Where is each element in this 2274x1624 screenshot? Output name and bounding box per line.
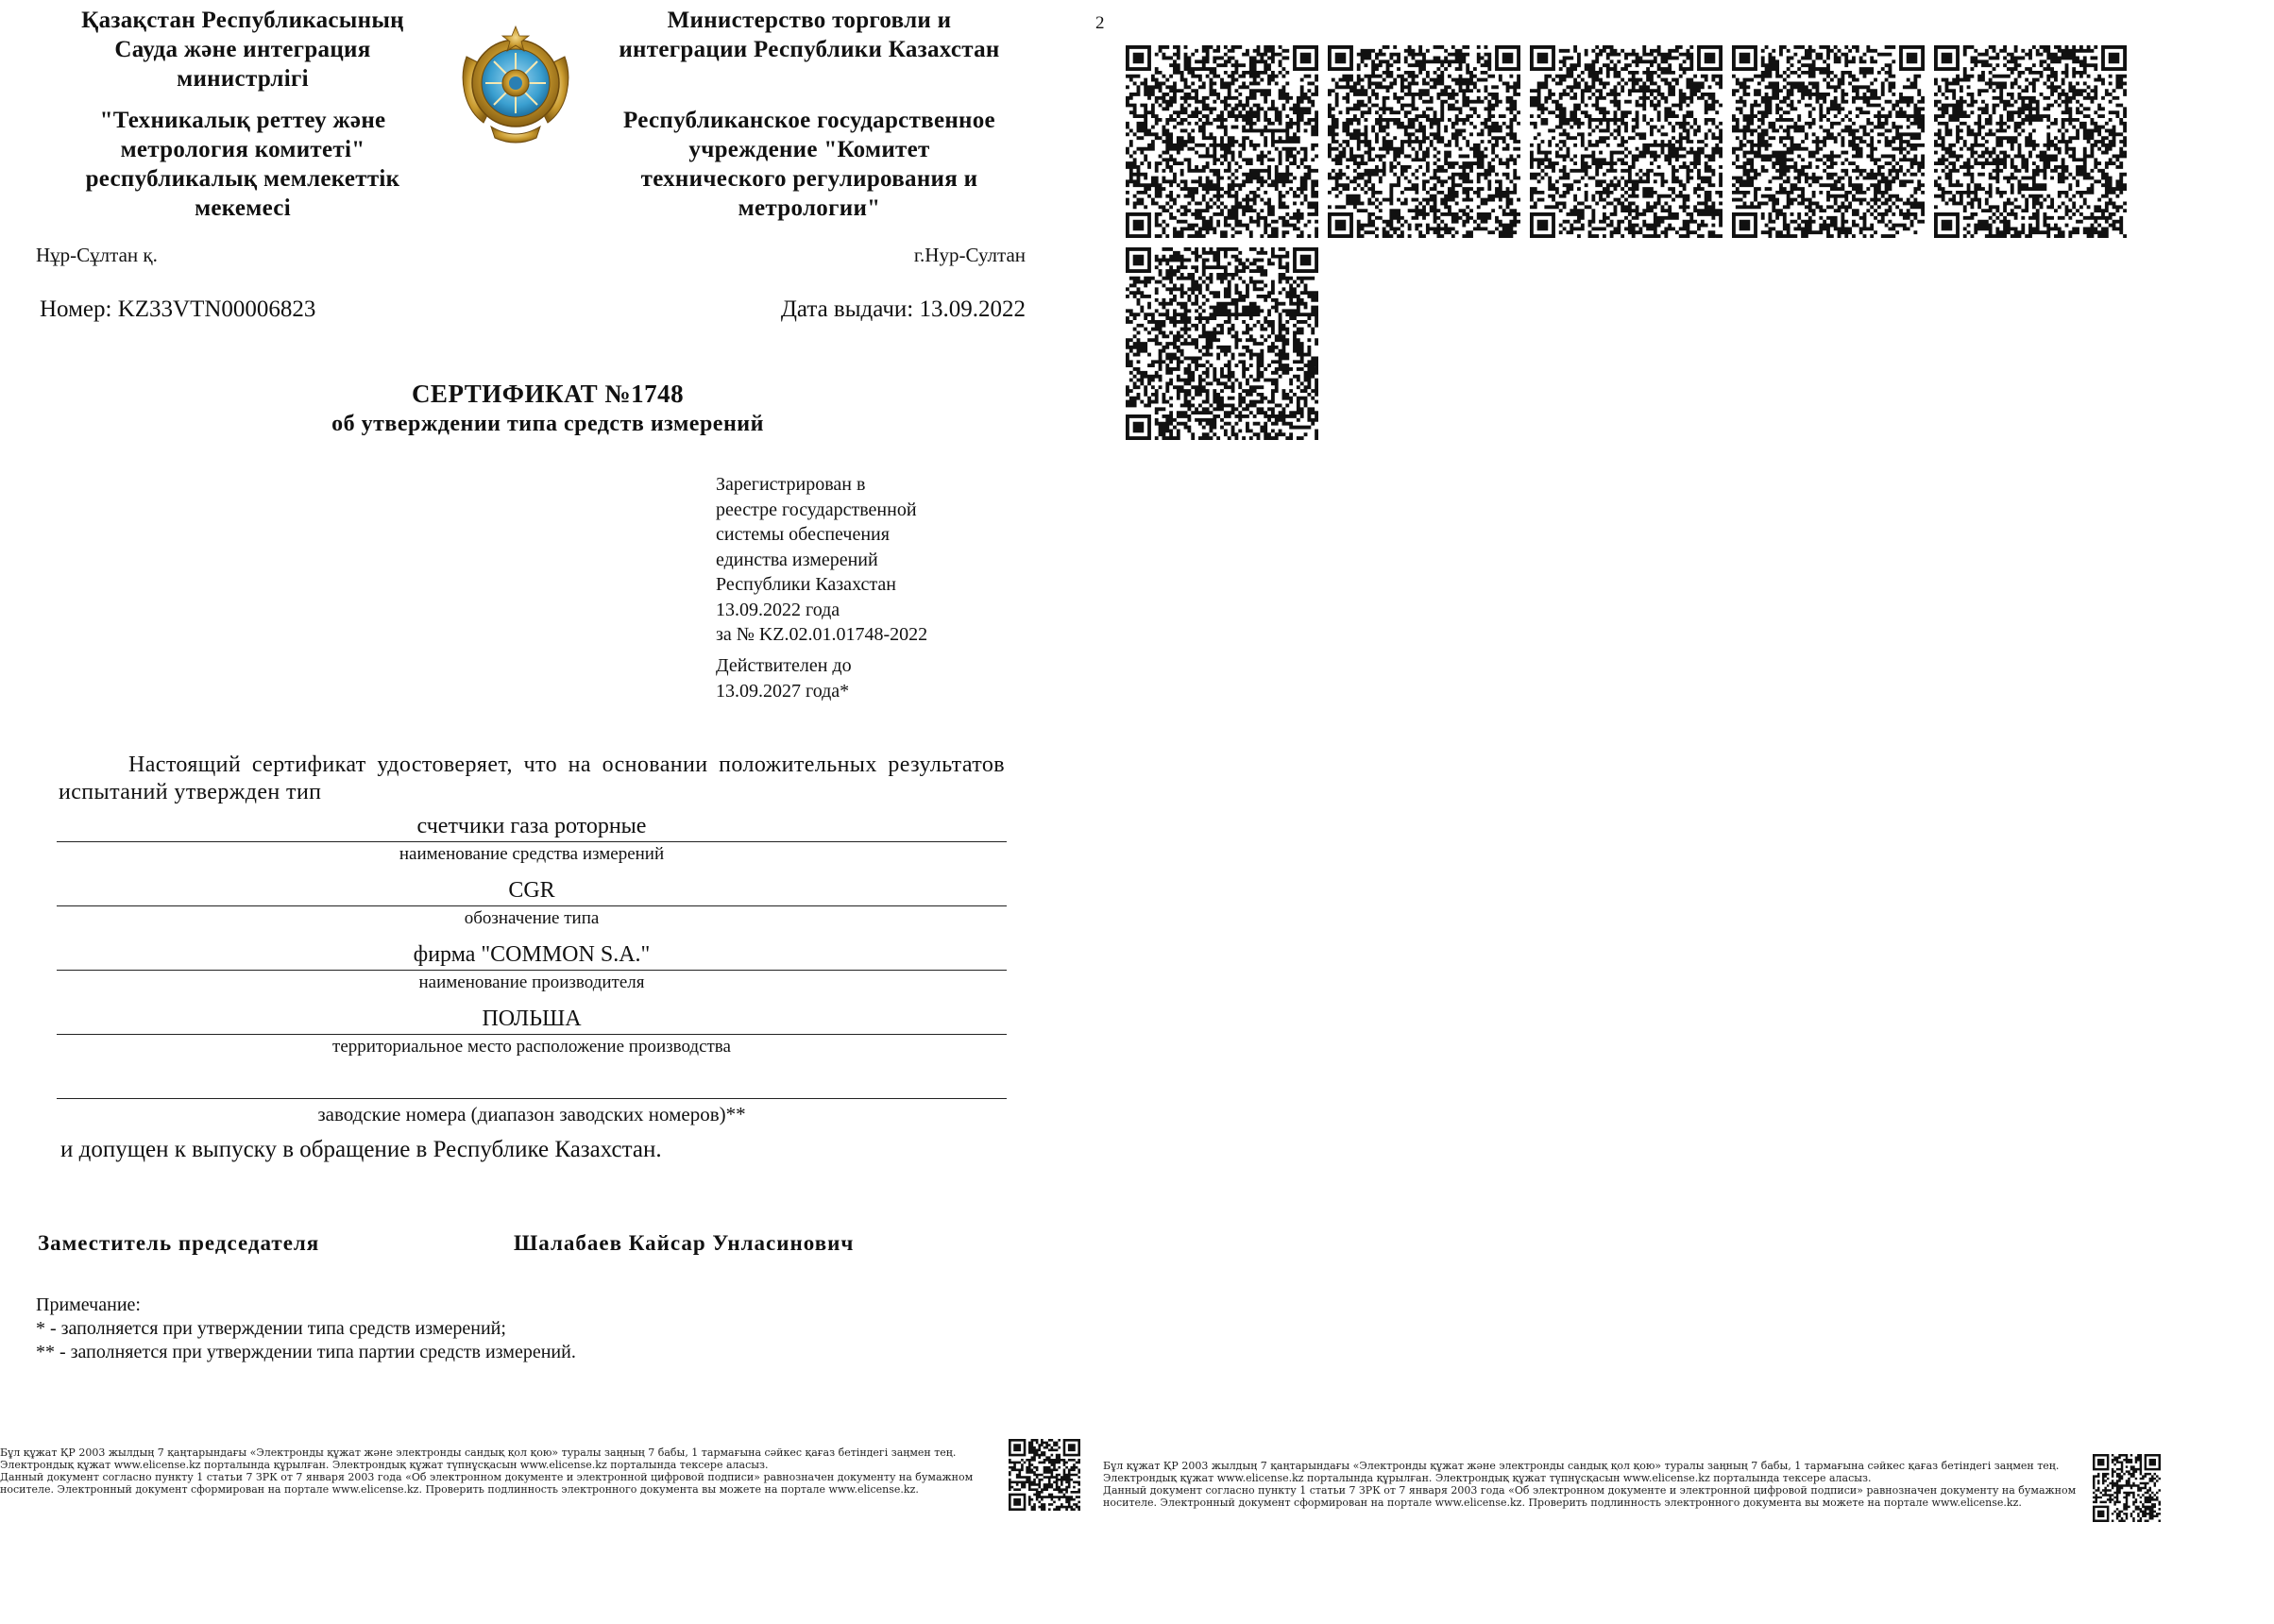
city-kz: Нұр-Сұлтан қ. [36, 244, 158, 266]
header-line: Министерство торговли и [667, 8, 952, 33]
qr-code-icon [1009, 1439, 1080, 1511]
notes-line: ** - заполняется при утверждении типа партии средств измерений. [36, 1342, 576, 1362]
validity-line: Действителен до [716, 655, 852, 676]
certificate-title: СЕРТИФИКАТ №1748 [411, 380, 685, 408]
field-value: CGR [57, 876, 1007, 906]
field-caption: заводские номера (диапазон заводских номеров)** [317, 1103, 746, 1125]
city-ru: г.Нур-Султан [913, 244, 1026, 266]
header-line: мекемесі [195, 195, 291, 221]
field-value: счетчики газа роторные [57, 812, 1007, 842]
footer-legal-left [0, 1446, 992, 1496]
notes-block [36, 1294, 576, 1364]
footer-legal-right [1103, 1460, 2085, 1509]
field-manufacturer [57, 940, 1007, 999]
signatory-position: Заместитель председателя [38, 1231, 320, 1255]
admitted-text: и допущен к выпуску в обращение в Республике Казахстан. [60, 1137, 662, 1162]
qr-code-icon [1126, 247, 1318, 440]
notes-title: Примечание: [36, 1294, 141, 1315]
validity-block [716, 653, 852, 703]
header-kz-ministry [38, 6, 448, 93]
field-type-designation [57, 876, 1007, 935]
field-caption: наименование производителя [418, 973, 645, 992]
header-ru-ministry [587, 6, 1031, 64]
footer-line: носителе. Электронный документ сформирован на портале www.elicense.kz. Проверить подлинность электронного документа вы можете на портале www.elicense.kz. [0, 1483, 919, 1496]
header-line: учреждение "Комитет [688, 137, 930, 162]
header-line: метрология комитеті" [120, 137, 365, 162]
field-serial-numbers [57, 1069, 1007, 1127]
qr-code-icon [1530, 45, 1722, 238]
qr-code-icon [1126, 45, 1318, 238]
registration-line: единства измерений [716, 549, 878, 570]
registration-block [716, 472, 927, 648]
registration-line: Республики Казахстан [716, 574, 896, 595]
qr-code-icon [1328, 45, 1520, 238]
header-line: метрологии" [738, 195, 881, 221]
field-caption: территориальное место расположение производства [332, 1037, 731, 1057]
field-production-location [57, 1005, 1007, 1063]
registration-line: Зарегистрирован в [716, 474, 866, 495]
header-line: технического регулирования и [640, 166, 978, 192]
page-number: 2 [1095, 13, 1105, 33]
header-line: интеграции Республики Казахстан [619, 37, 1000, 62]
footer-line: Электрондық құжат www.elicense.kz порталында құрылған. Электрондық құжат түпнұсқасын www.elicense.kz порталында тексере аласыз. [1103, 1472, 1872, 1484]
certificate-body-text: Настоящий сертификат удостоверяет, что на основании положительных результатов испытаний утвержден тип [59, 753, 1005, 804]
field-caption: наименование средства измерений [399, 844, 665, 864]
registration-line: реестре государственной [716, 499, 917, 520]
field-value: ПОЛЬША [57, 1005, 1007, 1035]
qr-code-icon [2093, 1454, 2161, 1522]
header-kz-committee [38, 106, 448, 223]
validity-line: 13.09.2027 года* [716, 680, 850, 702]
header-ru-committee [587, 106, 1031, 223]
header-line: Сауда және интеграция [114, 37, 371, 62]
header-line: Республиканское государственное [623, 108, 995, 133]
header-line: республикалық мемлекеттік [85, 166, 400, 192]
footer-line: Бұл құжат ҚР 2003 жылдың 7 қаңтарындағы «Электронды құжат және электронды сандық қол қою» туралы заңның 7 бабы, 1 тармағына сәйкес қағаз бетіндегі заңмен тең. [1103, 1460, 2060, 1472]
field-value [57, 1069, 1007, 1099]
footer-line: Данный документ согласно пункту 1 статьи 7 ЗРК от 7 января 2003 года «Об электронном документе и электронной цифровой подписи» равнозначен документу на бумажном [0, 1471, 974, 1483]
field-caption: обозначение типа [464, 908, 600, 928]
header-line: "Техникалық реттеу және [99, 108, 386, 133]
signatory-name: Шалабаев Кайсар Унласинович [514, 1231, 855, 1255]
certificate-number: Номер: KZ33VTN00006823 [40, 296, 316, 322]
header-line: министрлігі [177, 66, 309, 92]
field-value: фирма "COMMON S.A." [57, 940, 1007, 971]
registration-line: за № KZ.02.01.01748-2022 [716, 624, 928, 645]
footer-line: Электрондық құжат www.elicense.kz порталында құрылған. Электрондық құжат түпнұсқасын www.elicense.kz порталында тексере аласыз. [0, 1459, 769, 1471]
qr-code-icon [1732, 45, 1925, 238]
certificate-subtitle: об утверждении типа средств измерений [331, 412, 764, 436]
footer-line: носителе. Электронный документ сформирован на портале www.elicense.kz. Проверить подлинность электронного документа вы можете на портале www.elicense.kz. [1103, 1497, 2022, 1509]
footer-line: Бұл құжат ҚР 2003 жылдың 7 қаңтарындағы «Электронды құжат және электронды сандық қол қою» туралы заңның 7 бабы, 1 тармағына сәйкес қағаз бетіндегі заңмен тең. [0, 1446, 957, 1459]
field-instrument-name [57, 812, 1007, 871]
qr-code-icon [1934, 45, 2127, 238]
kazakhstan-state-emblem-icon [457, 21, 574, 145]
header-line: Қазақстан Республикасының [81, 8, 404, 33]
notes-line: * - заполняется при утверждении типа средств измерений; [36, 1318, 506, 1339]
registration-line: 13.09.2022 года [716, 599, 840, 620]
registration-line: системы обеспечения [716, 524, 890, 545]
footer-line: Данный документ согласно пункту 1 статьи 7 ЗРК от 7 января 2003 года «Об электронном документе и электронной цифровой подписи» равнозначен документу на бумажном [1103, 1484, 2077, 1497]
issue-date: Дата выдачи: 13.09.2022 [780, 296, 1026, 322]
